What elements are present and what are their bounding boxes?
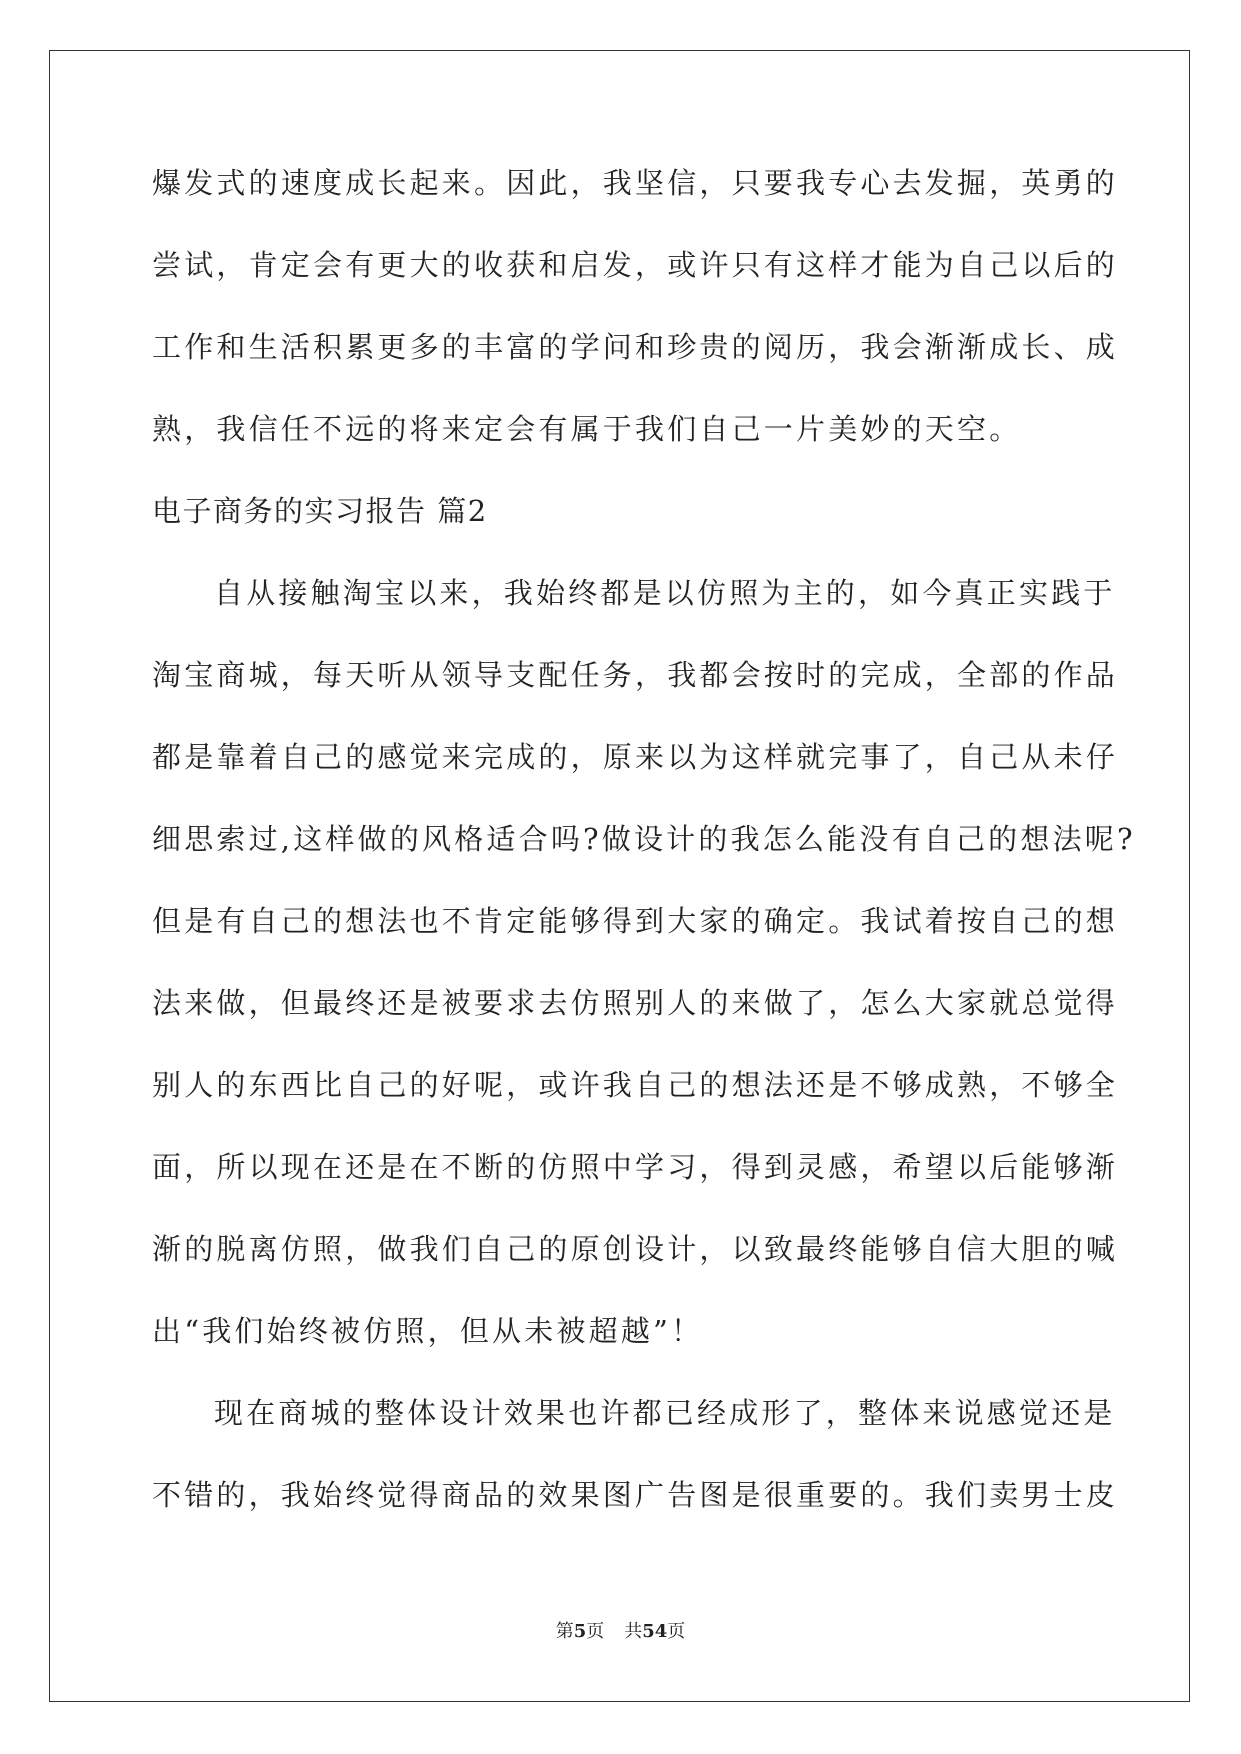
text-line: 爆发式的速度成长起来。因此，我坚信，只要我专心去发掘，英勇的 [152, 166, 1119, 200]
document-body [152, 163, 1136, 1557]
text-line: 自从接触淘宝以来，我始终都是以仿照为主的，如今真正实践于 [214, 576, 1116, 610]
text-line: 细思索过,这样做的风格适合吗?做设计的我怎么能没有自己的想法呢? [152, 822, 1136, 856]
footer-total-suffix: 页 [667, 1621, 686, 1642]
footer-page-number: 5 [573, 1621, 587, 1642]
footer-prefix: 第 [555, 1621, 574, 1642]
text-line: 不错的，我始终觉得商品的效果图广告图是很重要的。我们卖男士皮 [152, 1478, 1119, 1512]
text-line: 尝试，肯定会有更大的收获和启发，或许只有这样才能为自己以后的 [152, 248, 1119, 282]
text-line: 现在商城的整体设计效果也许都已经成形了，整体来说感觉还是 [214, 1396, 1116, 1430]
text-line: 别人的东西比自己的好呢，或许我自己的想法还是不够成熟，不够全 [152, 1068, 1119, 1102]
text-line: 但是有自己的想法也不肯定能够得到大家的确定。我试着按自己的想 [152, 904, 1119, 938]
page-footer [0, 1617, 1241, 1643]
text-line: 出“我们始终被仿照，但从未被超越”！ [152, 1314, 704, 1348]
text-line: 渐的脱离仿照，做我们自己的原创设计，以致最终能够自信大胆的喊 [152, 1232, 1119, 1266]
text-line: 熟，我信任不远的将来定会有属于我们自己一片美妙的天空。 [152, 412, 1022, 446]
text-line: 面，所以现在还是在不断的仿照中学习，得到灵感，希望以后能够渐 [152, 1150, 1119, 1184]
text-line: 法来做，但最终还是被要求去仿照别人的来做了，怎么大家就总觉得 [152, 986, 1119, 1020]
text-line: 淘宝商城，每天听从领导支配任务，我都会按时的完成，全部的作品 [152, 658, 1119, 692]
text-line: 都是靠着自己的感觉来完成的，原来以为这样就完事了，自己从未仔 [152, 740, 1119, 774]
footer-total-pages: 54 [642, 1621, 668, 1642]
text-line: 工作和生活积累更多的丰富的学问和珍贵的阅历，我会渐渐成长、成 [152, 330, 1119, 364]
footer-page-suffix: 页 [586, 1621, 605, 1642]
footer-total-prefix: 共 [624, 1621, 643, 1642]
section-heading: 电子商务的实习报告 篇2 [152, 494, 488, 528]
